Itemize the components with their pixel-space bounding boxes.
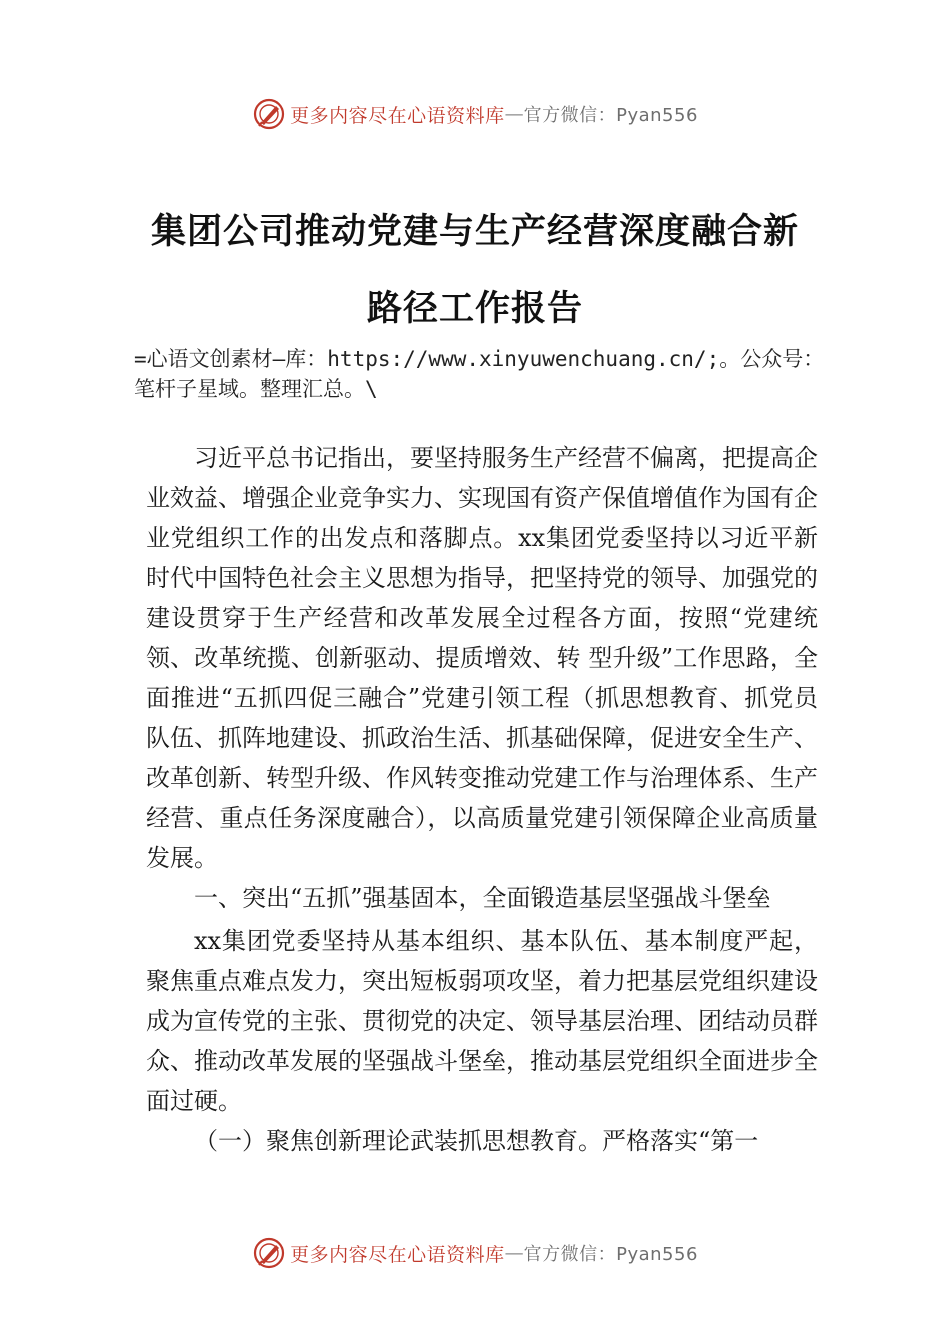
document-body [146,438,818,1161]
document-title-line-1: 集团公司推动党建与生产经营深度融合新 [150,211,799,252]
section-heading: 一、突出“五抓”强基固本，全面锻造基层坚强战斗堡垒 [194,884,771,912]
document-title-line-2: 路径工作报告 [366,288,583,329]
banner-wechat: 官方微信：Pyan556 [523,1244,698,1265]
subsection-heading: （一）聚焦创新理论武装抓思想教育。严格落实“第一 [194,1127,759,1155]
header-banner [0,94,950,134]
quill-pen-seal-icon [252,1236,286,1270]
banner-separator: — [504,1242,524,1264]
footer-banner [0,1233,950,1273]
banner-text: 更多内容尽在心语资料库 [290,104,505,127]
banner-separator: — [504,103,524,125]
banner-text: 更多内容尽在心语资料库 [290,1243,505,1266]
quill-pen-seal-icon [252,97,286,131]
source-note: =心语文创素材—库：https://www.xinyuwenchuang.cn/;。公众号：笔杆子星域。整理汇总。\ [134,347,825,401]
paragraph: 习近平总书记指出，要坚持服务生产经营不偏离，把提高企业效益、增强企业竞争实力、实现国有资产保值增值作为国有企业党组织工作的出发点和落脚点。xx集团党委坚持以习近平新时代中国特色社会主义思想为指导，把坚持党的领导、加强党的建设贯穿于生产经营和改革发展全过程各方面，按照“党建统领、改革统揽、创新驱动、提质增效、转 型升级”工作思路，全面推进“五抓四促三融合”党建引领工程（抓思想教育、抓党员队伍、抓阵地建设、抓政治生活、抓基础保障，促进安全生产、改革创新、转型升级、作风转变推动党建工作与治理体系、生产经营、重点任务深度融合），以高质量党建引领保障企业高质量发展。 [146,444,818,872]
paragraph: xx集团党委坚持从基本组织、基本队伍、基本制度严起，聚焦重点难点发力，突出短板弱项攻坚，着力把基层党组织建设成为宣传党的主张、贯彻党的决定、领导基层治理、团结动员群众、推动改革发展的坚强战斗堡垒，推动基层党组织全面进步全面过硬。 [146,927,818,1115]
banner-wechat: 官方微信：Pyan556 [523,105,698,126]
